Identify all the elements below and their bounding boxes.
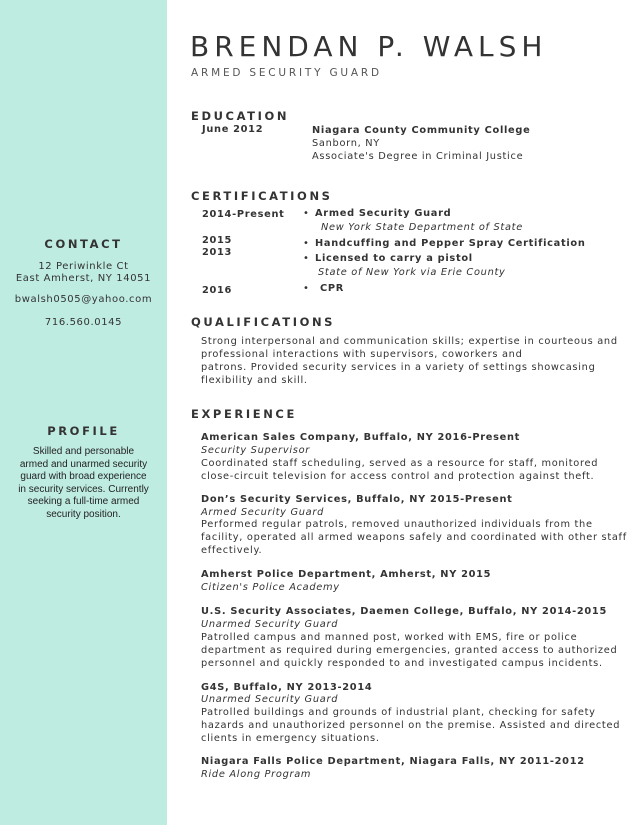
cert-date-3: 2013 bbox=[202, 247, 233, 258]
address-line-1: 12 Periwinkle Ct bbox=[38, 261, 129, 272]
sidebar bbox=[0, 0, 167, 825]
bullet-icon: • bbox=[303, 253, 309, 264]
qualifications-line: Strong interpersonal and communication skills; expertise in courteous and bbox=[201, 336, 618, 347]
cert-date-1: 2014-Present bbox=[202, 209, 285, 220]
qualifications-line: patrons. Provided security services in a variety of settings showcasing bbox=[201, 362, 596, 373]
job-5-line: clients in emergency situations. bbox=[201, 733, 380, 744]
bullet-icon: • bbox=[303, 283, 309, 294]
education-date: June 2012 bbox=[202, 124, 264, 135]
contact-heading: CONTACT bbox=[44, 237, 123, 251]
education-heading: EDUCATION bbox=[191, 109, 290, 123]
job-4-line: personnel and quickly responded to and investigated campus incidents. bbox=[201, 658, 603, 669]
job-2-line: Performed regular patrols, removed unauthorized individuals from the bbox=[201, 519, 593, 530]
job-2-title: Don’s Security Services, Buffalo, NY 2015-Present bbox=[201, 494, 513, 505]
cert-2: Handcuffing and Pepper Spray Certification bbox=[315, 238, 586, 249]
bullet-icon: • bbox=[303, 238, 309, 249]
phone: 716.560.0145 bbox=[44, 317, 123, 328]
qualifications-heading: QUALIFICATIONS bbox=[191, 315, 336, 329]
job-3-title: Amherst Police Department, Amherst, NY 2015 bbox=[201, 569, 492, 580]
profile-text: Skilled and personable armed and unarmed security guard with broad experience in security services. Currently seeking a full-time armed security position. bbox=[18, 446, 149, 520]
job-1-title: American Sales Company, Buffalo, NY 2016-Present bbox=[201, 432, 521, 443]
cert-1-issuer: New York State Department of State bbox=[321, 222, 523, 233]
job-4-title: U.S. Security Associates, Daemen College, Buffalo, NY 2014-2015 bbox=[201, 606, 607, 617]
job-2-line: facility, operated all armed weapons safely and coordinated with other staff bbox=[201, 532, 627, 543]
job-4-line: department as required during emergencies, granted access to authorized bbox=[201, 645, 618, 656]
cert-1: Armed Security Guard bbox=[315, 208, 452, 219]
bullet-icon: • bbox=[303, 208, 309, 219]
job-1-role: Security Supervisor bbox=[201, 445, 310, 456]
email: bwalsh0505@yahoo.com bbox=[14, 294, 153, 305]
job-5-line: hazards and unauthorized personnel on the premise. Assisted and directed bbox=[201, 720, 621, 731]
qualifications-line: flexibility and skill. bbox=[201, 375, 308, 386]
qualifications-line: professional interactions with supervisors, coworkers and bbox=[201, 349, 523, 360]
profile-heading: PROFILE bbox=[47, 424, 120, 438]
job-4-role: Unarmed Security Guard bbox=[201, 619, 339, 630]
cert-4: CPR bbox=[320, 283, 345, 294]
job-6-role: Ride Along Program bbox=[201, 769, 312, 780]
job-5-role: Unarmed Security Guard bbox=[201, 694, 339, 705]
job-5-line: Patrolled buildings and grounds of industrial plant, checking for safety bbox=[201, 707, 596, 718]
job-4-line: Patrolled campus and manned post, worked with EMS, fire or police bbox=[201, 632, 578, 643]
cert-3: Licensed to carry a pistol bbox=[315, 253, 473, 264]
education-school: Niagara County Community College bbox=[312, 125, 531, 136]
education-location: Sanborn, NY bbox=[312, 138, 380, 149]
cert-date-4: 2016 bbox=[202, 285, 233, 296]
candidate-name: BRENDAN P. WALSH bbox=[190, 30, 548, 63]
job-2-line: effectively. bbox=[201, 545, 263, 556]
job-title: ARMED SECURITY GUARD bbox=[191, 67, 382, 79]
address-line-2: East Amherst, NY 14051 bbox=[15, 273, 152, 284]
cert-3-issuer: State of New York via Erie County bbox=[318, 267, 506, 278]
education-degree: Associate's Degree in Criminal Justice bbox=[312, 151, 524, 162]
job-6-title: Niagara Falls Police Department, Niagara Falls, NY 2011-2012 bbox=[201, 756, 585, 767]
cert-date-2: 2015 bbox=[202, 235, 233, 246]
job-1-line: close-circuit television for access control and protection against theft. bbox=[201, 471, 595, 482]
job-3-role: Citizen's Police Academy bbox=[201, 582, 340, 593]
job-2-role: Armed Security Guard bbox=[201, 507, 325, 518]
certifications-heading: CERTIFICATIONS bbox=[191, 189, 333, 203]
experience-heading: EXPERIENCE bbox=[191, 407, 297, 421]
job-1-line: Coordinated staff scheduling, served as a resource for staff, monitored bbox=[201, 458, 599, 469]
job-5-title: G4S, Buffalo, NY 2013-2014 bbox=[201, 682, 373, 693]
